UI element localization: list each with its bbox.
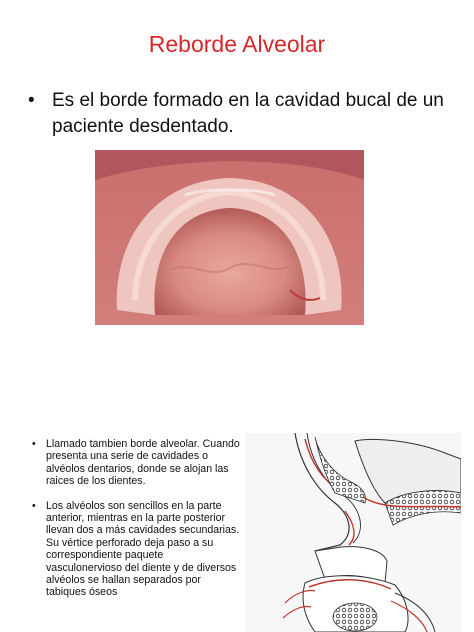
bullet-marker: • — [32, 499, 36, 512]
detail-bullet-list — [32, 438, 242, 611]
bullet-marker: • — [32, 438, 36, 450]
page-title: Reborde Alveolar — [148, 31, 326, 57]
alveolar-cross-section-diagram — [245, 433, 461, 632]
detail-bullet-2 — [32, 500, 242, 599]
intro-bullet-text: Es el borde formado en la cavidad bucal de un paciente desdentado. — [52, 90, 444, 137]
bullet-marker: • — [28, 90, 35, 111]
detail-bullet-1-text: Llamado tambien borde alveolar. Cuando presenta una serie de cavidades o alvéolos dentarios, donde se alojan las raices de los dientes. — [46, 438, 240, 488]
detail-bullet-1 — [32, 438, 242, 488]
detail-bullet-2-text: Los alvéolos son sencillos en la parte anterior, mientras en la parte posterior llevan dos a más cavidades secundarias. Su vértice perforado deja paso a su correspondiente paquete vasculonervioso del diente y de diversos alvéolos se hallan separados por tabiques óseos — [46, 499, 240, 599]
edentulous-mouth-photo — [95, 150, 364, 325]
intro-bullet — [28, 88, 458, 140]
